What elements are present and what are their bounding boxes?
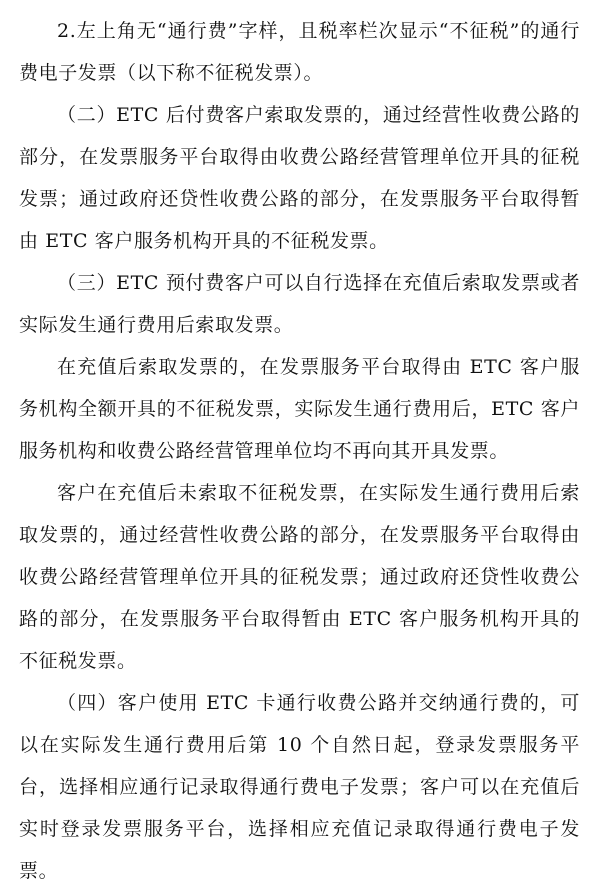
paragraph-section-4-etc-card-usage: （四）客户使用 ETC 卡通行收费公路并交纳通行费的，可以在实际发生通行费用后第 10 个自然日起，登录发票服务平台，选择相应通行记录取得通行费电子发票；客户可以在充值后实时登录发票服务平台，选择相应充值记录取得通行费电子发票。	[19, 692, 580, 882]
paragraph-section-2-etc-postpaid: （二）ETC 后付费客户索取发票的，通过经营性收费公路的部分，在发票服务平台取得由收费公路经营管理单位开具的征税发票；通过政府还贷性收费公路的部分，在发票服务平台取得暂由 ETC 客户服务机构开具的不征税发票。	[19, 104, 580, 252]
paragraph-item-2-untaxed-invoice: 2.左上角无“通行费”字样，且税率栏次显示“不征税”的通行费电子发票（以下称不征税发票）。	[19, 20, 580, 84]
paragraph-section-3-etc-prepaid: （三）ETC 预付费客户可以自行选择在充值后索取发票或者实际发生通行费用后索取发票。	[19, 272, 580, 336]
paragraph-invoice-after-recharge: 在充值后索取发票的，在发票服务平台取得由 ETC 客户服务机构全额开具的不征税发票，实际发生通行费用后，ETC 客户服务机构和收费公路经营管理单位均不再向其开具发票。	[19, 356, 580, 462]
paragraph-invoice-after-usage: 客户在充值后未索取不征税发票，在实际发生通行费用后索取发票的，通过经营性收费公路的部分，在发票服务平台取得由收费公路经营管理单位开具的征税发票；通过政府还贷性收费公路的部分，在发票服务平台取得暂由 ETC 客户服务机构开具的不征税发票。	[19, 482, 580, 672]
